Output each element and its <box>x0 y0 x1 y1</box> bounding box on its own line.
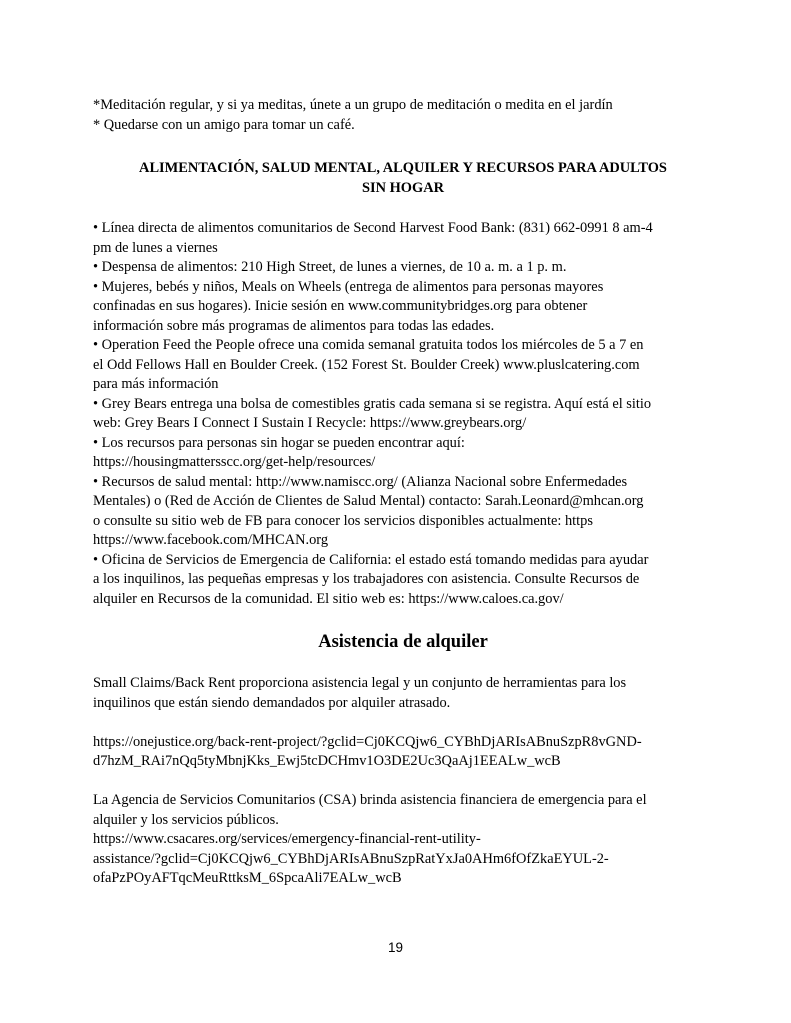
resource-line: • Oficina de Servicios de Emergencia de California: el estado está tomando medidas para ayudar <box>93 551 649 568</box>
resource-line: pm de lunes a viernes <box>93 239 218 256</box>
resource-line: Mentales) o (Red de Acción de Clientes de Salud Mental) contacto: Sarah.Leonard@mhcan.org <box>93 493 644 509</box>
url-line: assistance/?gclid=Cj0KCQjw6_CYBhDjARIsABnuSzpRatYxJa0AHm6fOfZkaEYUL-2- <box>93 850 609 867</box>
resource-line: • Operation Feed the People ofrece una comida semanal gratuita todos los miércoles de 5 a 7 en <box>93 337 644 353</box>
small-claims-paragraph <box>93 674 713 713</box>
resource-line: https://housingmattersscc.org/get-help/resources/ <box>93 454 376 470</box>
resources-list <box>93 219 713 609</box>
document-page <box>93 96 713 889</box>
section-heading-line: SIN HOGAR <box>362 179 444 196</box>
intro-line: *Meditación regular, y si ya meditas, únete a un grupo de meditación o medita en el jardín <box>93 97 613 113</box>
resource-line: alquiler en Recursos de la comunidad. El sitio web es: https://www.caloes.ca.gov/ <box>93 590 564 607</box>
resource-line: • Despensa de alimentos: 210 High Street, de lunes a viernes, de 10 a. m. a 1 p. m. <box>93 259 567 275</box>
resource-line: • Los recursos para personas sin hogar se pueden encontrar aquí: <box>93 434 465 451</box>
resource-line: https://www.facebook.com/MHCAN.org <box>93 532 329 548</box>
paragraph-gap <box>93 772 713 792</box>
resource-line: confinadas en sus hogares). Inicie sesión en www.communitybridges.org para obtener <box>93 298 588 314</box>
resource-line: para más información <box>93 376 219 392</box>
resource-line: • Mujeres, bebés y niños, Meals on Wheels (entrega de alimentos para personas mayores <box>93 278 604 295</box>
resource-line: web: Grey Bears I Connect I Sustain I Recycle: https://www.greybears.org/ <box>93 415 527 431</box>
onejustice-link <box>93 733 713 772</box>
rent-assistance-title: Asistencia de alquiler <box>318 632 488 652</box>
paragraph-line: inquilinos que están siendo demandados por alquiler atrasado. <box>93 694 451 711</box>
resource-line: a los inquilinos, las pequeñas empresas y los trabajadores con asistencia. Consulte Recursos de <box>93 571 640 587</box>
resource-line: el Odd Fellows Hall en Boulder Creek. (152 Forest St. Boulder Creek) www.pluslcatering.com <box>93 356 640 373</box>
paragraph-line: alquiler y los servicios públicos. <box>93 811 279 828</box>
resource-line: • Grey Bears entrega una bolsa de comestibles gratis cada semana si se registra. Aquí está el sitio <box>93 395 652 412</box>
url-line: https://www.csacares.org/services/emergency-financial-rent-utility- <box>93 831 481 847</box>
section-heading <box>93 159 713 198</box>
csa-paragraph <box>93 791 713 889</box>
url-line: ofaPzPOyAFTqcMeuRttksM_6SpcaAli7EALw_wcB <box>93 870 402 886</box>
intro-line: * Quedarse con un amigo para tomar un café. <box>93 116 355 133</box>
paragraph-line: Small Claims/Back Rent proporciona asistencia legal y un conjunto de herramientas para los <box>93 675 627 691</box>
resource-line: • Recursos de salud mental: http://www.namiscc.org/ (Alianza Nacional sobre Enfermedades <box>93 473 628 490</box>
paragraph-gap <box>93 713 713 733</box>
section-heading-line: ALIMENTACIÓN, SALUD MENTAL, ALQUILER Y RECURSOS PARA ADULTOS <box>139 160 667 176</box>
resource-line: información sobre más programas de alimentos para todas las edades. <box>93 317 495 334</box>
resource-line: o consulte su sitio web de FB para conocer los servicios disponibles actualmente: https <box>93 512 593 529</box>
resource-line: • Línea directa de alimentos comunitarios de Second Harvest Food Bank: (831) 662-0991 8 am-4 <box>93 220 653 236</box>
url-line: https://onejustice.org/back-rent-project/?gclid=Cj0KCQjw6_CYBhDjARIsABnuSzpR8vGND- <box>93 733 642 750</box>
paragraph-line: La Agencia de Servicios Comunitarios (CSA) brinda asistencia financiera de emergencia para el <box>93 792 647 808</box>
page-number: 19 <box>387 940 404 955</box>
url-line: d7hzM_RAi7nQq5tyMbnjKks_Ewj5tcDCHmv1O3DE2Uc3QaAj1EEALw_wcB <box>93 753 561 769</box>
